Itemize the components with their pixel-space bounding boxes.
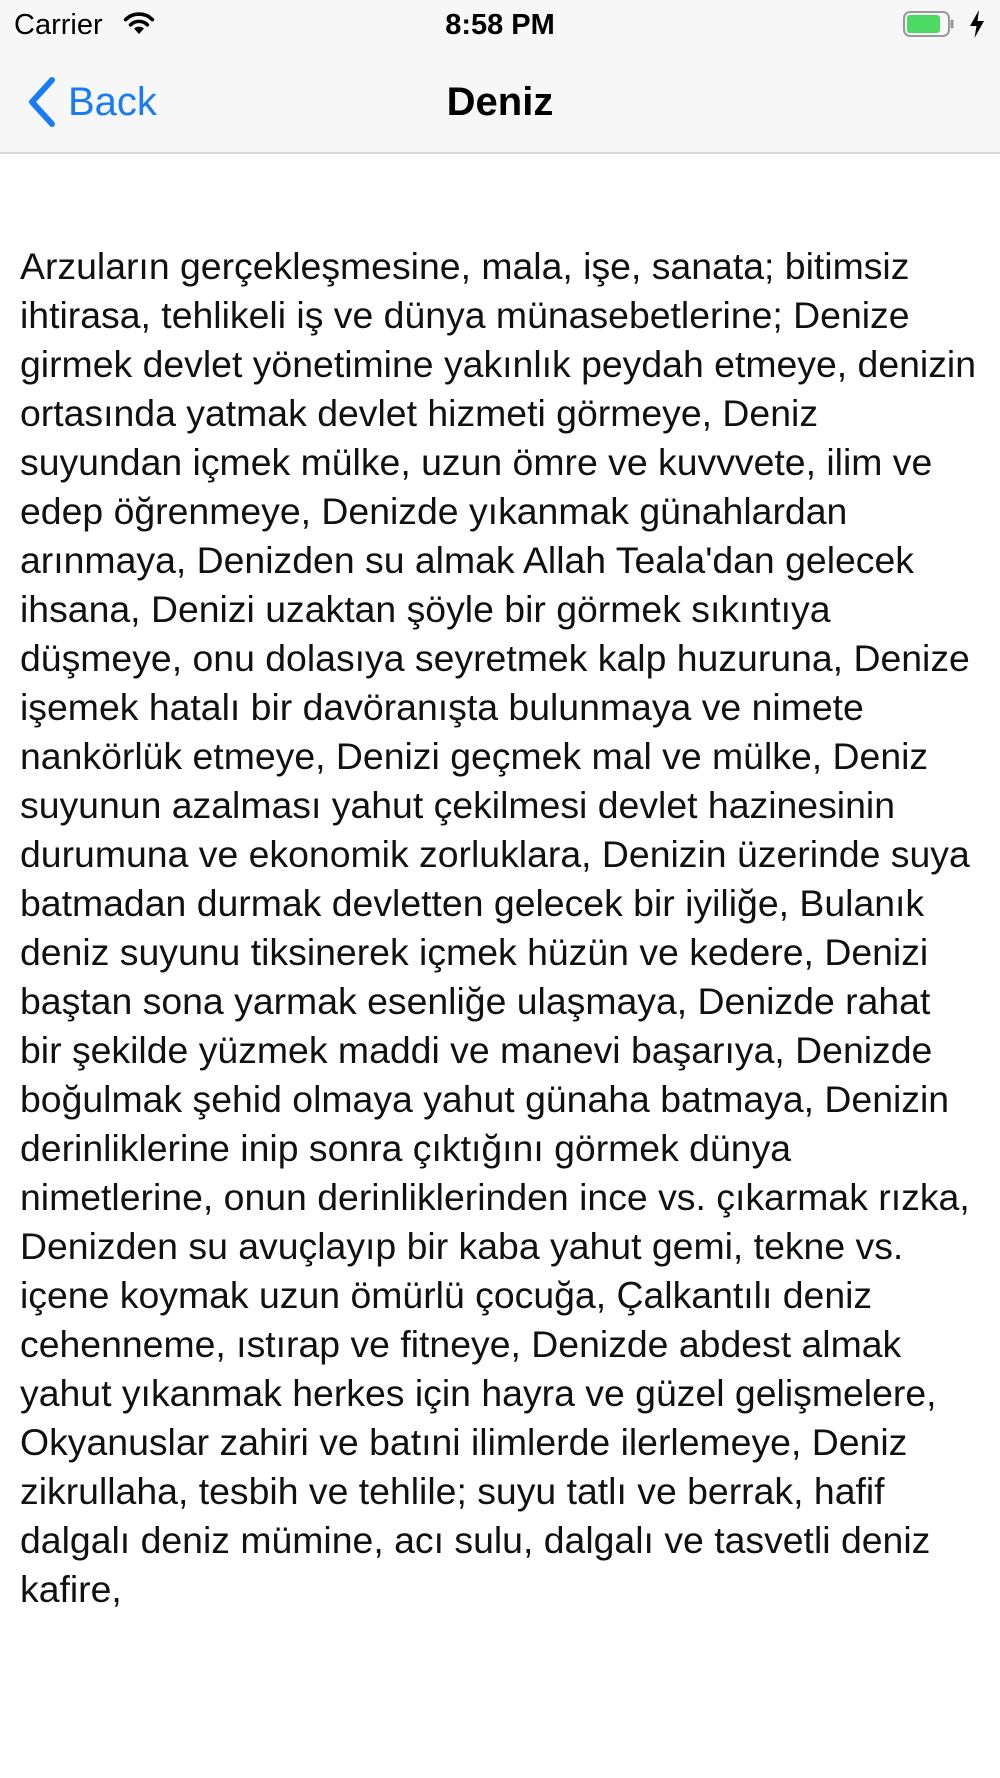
top-bar	[0, 0, 1000, 154]
nav-bar	[0, 50, 1000, 152]
status-bar	[0, 0, 1000, 50]
battery-icon	[903, 11, 955, 37]
content-text: Arzuların gerçekleşmesine, mala, işe, sanata; bitimsiz ihtirasa, tehlikeli iş ve dünya münasebetlerine; Denize girmek devlet yönetimine yakınlık peydah etmeye, denizin ortasında yatmak devlet hizmeti görmeye, Deniz suyundan içmek mülke, uzun ömre ve kuvvvete, ilim ve edep öğrenmeye, Denizde yıkanmak günahlardan arınmaya, Denizden su almak Allah Teala'dan gelecek ihsana, Denizi uzaktan şöyle bir görmek sıkıntıya düşmeye, onu dolasıya seyretmek kalp huzuruna, Denize işemek hatalı bir davöranışta bulunmaya ve nimete nankörlük etmeye, Denizi geçmek mal ve mülke, Deniz suyunun azalması yahut çekilmesi devlet hazinesinin durumuna ve ekonomik zorluklara, Denizin üzerinde suya batmadan durmak devletten gelecek bir iyiliğe, Bulanık deniz suyunu tiksinerek içmek hüzün ve kedere, Denizi baştan sona yarmak esenliğe ulaşmaya, Denizde rahat bir şekilde yüzmek maddi ve manevi başarıya, Denizde boğulmak şehid olmaya yahut günaha batmaya, Denizin derinliklerine inip sonra çıktığını görmek dünya nimetlerine, onun derinliklerinden ince vs. çıkarmak rızka, Denizden su avuçlayıp bir kaba yahut gemi, tekne vs. içene koymak uzun ömürlü çocuğa, Çalkantılı deniz cehenneme, ıstırap ve fitneye, Denizde abdest almak yahut yıkanmak herkes için hayra ve güzel gelişmelere, Okyanuslar zahiri ve batıni ilimlerde ilerlemeye, Deniz zikrullaha, tesbih ve tehlile; suyu tatlı ve berrak, hafif dalgalı deniz mümine, acı sulu, dalgalı ve tasvetli deniz kafire,	[20, 245, 977, 1610]
page-title: Deniz	[446, 80, 554, 124]
status-time: 8:58 PM	[445, 9, 555, 41]
charging-bolt-icon	[968, 9, 986, 39]
back-label: Back	[68, 80, 157, 124]
carrier-label: Carrier	[14, 9, 103, 41]
